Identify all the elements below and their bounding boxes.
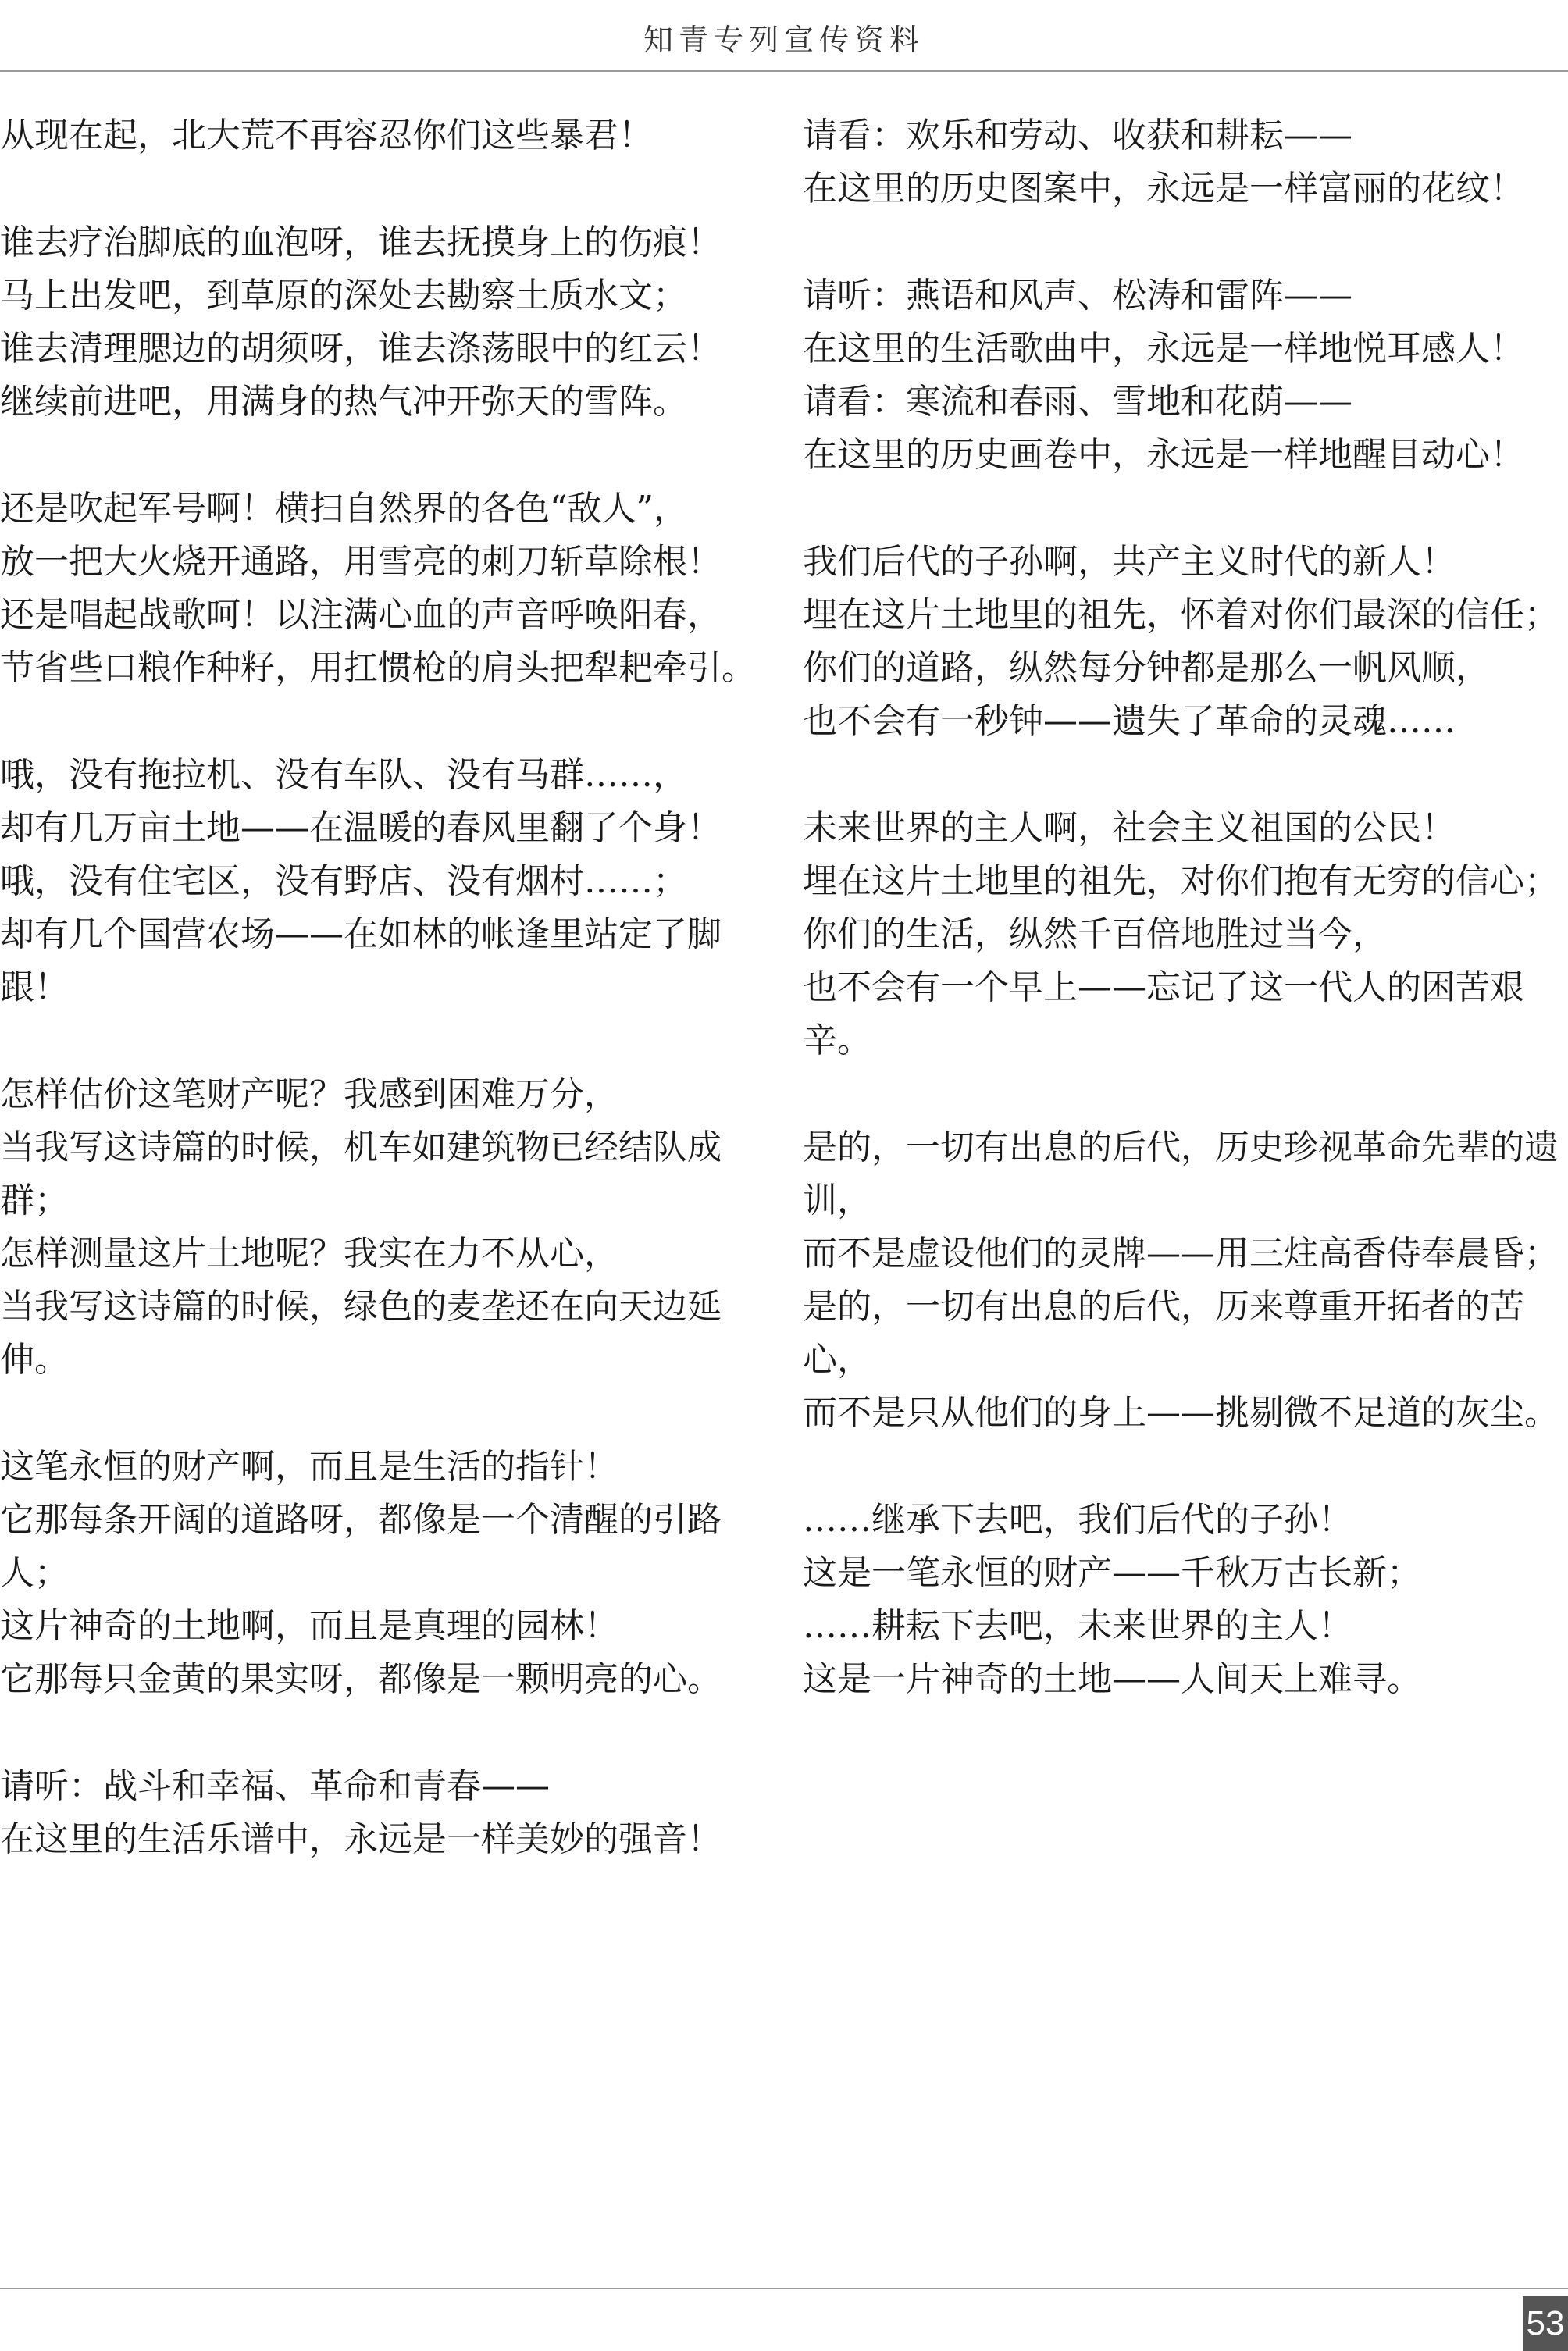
- right-column: [803, 109, 1568, 1760]
- stanza: [0, 109, 781, 162]
- poem-line: 马上出发吧，到草原的深处去勘察土质水文；: [0, 276, 687, 315]
- poem-line: 当我写这诗篇的时候，绿色的麦垄还在向天边延伸。: [0, 1287, 722, 1380]
- stanza: [0, 1068, 781, 1387]
- stanza: [0, 749, 781, 1014]
- poem-line: 在这里的生活乐谱中，永远是一样美妙的强音！: [0, 1819, 722, 1859]
- poem-line: 是的，一切有出息的后代，历来尊重开拓者的苦心，: [803, 1287, 1524, 1380]
- header-title: 知青专列宣传资料: [643, 23, 925, 57]
- poem-line: 这是一片神奇的土地——人间天上难寻。: [803, 1659, 1421, 1699]
- poem-line: 怎样估价这笔财产呢？我感到困难万分，: [0, 1074, 618, 1114]
- page-header: [0, 0, 1568, 72]
- poem-line: 埋在这片土地里的祖先，对你们抱有无穷的信心；: [803, 861, 1559, 901]
- poem-line: 节省些口粮作种籽，用扛惯枪的肩头把犁耙牵引。: [0, 648, 756, 688]
- poem-line: 怎样测量这片土地呢？我实在力不从心，: [0, 1234, 618, 1273]
- poem-line: 请看：欢乐和劳动、收获和耕耘——: [803, 116, 1352, 155]
- poem-line: 在这里的生活歌曲中，永远是一样地悦耳感人！: [803, 329, 1524, 369]
- stanza: [0, 483, 781, 695]
- poem-line: 你们的生活，纵然千百倍地胜过当今，: [803, 914, 1387, 954]
- stanza: [803, 109, 1568, 216]
- poem-line: 还是唱起战歌呵！以注满心血的声音呼唤阳春，: [0, 595, 722, 635]
- poem-line: 未来世界的主人啊，社会主义祖国的公民！: [803, 808, 1456, 848]
- left-column: [0, 109, 781, 1920]
- poem-line: 我们后代的子孙啊，共产主义时代的新人！: [803, 542, 1456, 582]
- poem-line: 这笔永恒的财产啊，而且是生活的指针！: [0, 1447, 618, 1487]
- poem-line: 哦，没有拖拉机、没有车队、没有马群……，: [0, 755, 687, 795]
- poem-line: 谁去清理腮边的胡须呀，谁去涤荡眼中的红云！: [0, 329, 722, 369]
- poem-line: 当我写这诗篇的时候，机车如建筑物已经结队成群；: [0, 1127, 722, 1220]
- poem-line: 你们的道路，纵然每分钟都是那么一帆风顺，: [803, 648, 1490, 688]
- poem-line: 它那每只金黄的果实呀，都像是一颗明亮的心。: [0, 1659, 722, 1699]
- stanza: [0, 216, 781, 429]
- poem-line: 在这里的历史画卷中，永远是一样地醒目动心！: [803, 435, 1524, 475]
- poem-line: 却有几个国营农场——在如林的帐逢里站定了脚跟！: [0, 914, 722, 1007]
- stanza: [803, 1494, 1568, 1706]
- stanza: [0, 1760, 781, 1866]
- page-number: 53: [1523, 2296, 1568, 2351]
- stanza: [0, 1441, 781, 1706]
- poem-line: 这是一笔永恒的财产——千秋万古长新；: [803, 1553, 1421, 1593]
- poem-line: 却有几万亩土地——在温暖的春风里翻了个身！: [0, 808, 722, 848]
- stanza: [803, 269, 1568, 482]
- poem-line: 请听：战斗和幸福、革命和青春——: [0, 1766, 550, 1806]
- poem-line: ……继承下去吧，我们后代的子孙！: [803, 1500, 1352, 1540]
- poem-line: 在这里的历史图案中，永远是一样富丽的花纹！: [803, 169, 1524, 208]
- poem-line: 埋在这片土地里的祖先，怀着对你们最深的信任；: [803, 595, 1559, 635]
- poem-line: 也不会有一个早上——忘记了这一代人的困苦艰辛。: [803, 967, 1524, 1060]
- poem-line: 还是吹起军号啊！横扫自然界的各色“敌人”，: [0, 489, 688, 529]
- poem-line: 从现在起，北大荒不再容忍你们这些暴君！: [0, 116, 653, 155]
- poem-line: 放一把大火烧开通路，用雪亮的刺刀斩草除根！: [0, 542, 722, 582]
- poem-line: 是的，一切有出息的后代，历史珍视革命先辈的遗训，: [803, 1127, 1559, 1220]
- poem-line: 请看：寒流和春雨、雪地和花荫——: [803, 382, 1352, 422]
- stanza: [803, 802, 1568, 1067]
- poem-line: 这片神奇的土地啊，而且是真理的园林！: [0, 1606, 618, 1646]
- poem-line: 哦，没有住宅区，没有野店、没有烟村……；: [0, 861, 687, 901]
- poem-line: 继续前进吧，用满身的热气冲开弥天的雪阵。: [0, 382, 687, 422]
- poem-line: 而不是虚设他们的灵牌——用三炷高香侍奉晨昏；: [803, 1234, 1559, 1273]
- poem-line: ……耕耘下去吧，未来世界的主人！: [803, 1606, 1352, 1646]
- stanza: [803, 1121, 1568, 1440]
- poem-line: 它那每条开阔的道路呀，都像是一个清醒的引路人；: [0, 1500, 722, 1593]
- poem-line: 请听：燕语和风声、松涛和雷阵——: [803, 276, 1352, 315]
- poem-line: 而不是只从他们的身上——挑剔微不足道的灰尘。: [803, 1393, 1559, 1433]
- poem-line: 谁去疗治脚底的血泡呀，谁去抚摸身上的伤痕！: [0, 223, 722, 262]
- stanza: [803, 536, 1568, 748]
- poem-line: 也不会有一秒钟——遗失了革命的灵魂……: [803, 701, 1456, 741]
- footer-divider: [0, 2288, 1568, 2289]
